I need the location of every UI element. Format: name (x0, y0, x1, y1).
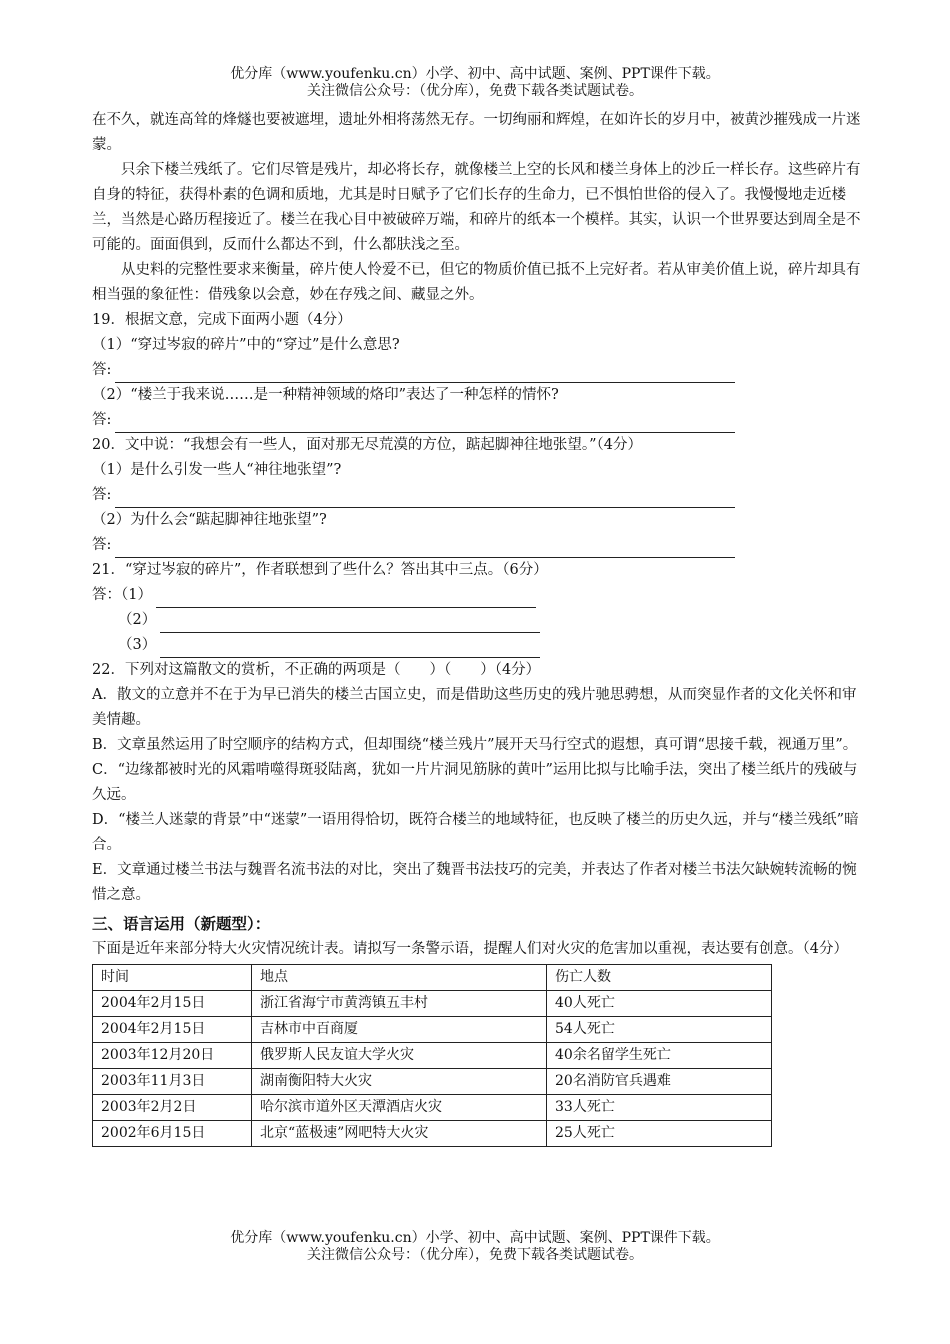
option-d: D．“楼兰人迷蒙的背景”中“迷蒙”一语用得恰切，既符合楼兰的地域特征，也反映了楼兰的历史久远，并与“楼兰残纸”暗合。 (92, 812, 859, 853)
section-3-title: 三、语言运用（新题型）： (92, 915, 271, 933)
answer-line[interactable] (115, 366, 735, 383)
answer-line[interactable] (160, 641, 540, 658)
table-cell: 浙江省海宁市黄湾镇五丰村 (252, 991, 547, 1017)
option-a: A．散文的立意并不在于为早已消失的楼兰古国立史，而是借助这些历史的残片驰思骋想，从而突显作者的文化关怀和审美情趣。 (92, 687, 857, 728)
table-row (93, 1121, 772, 1147)
table-cell: 湖南衡阳特大火灾 (252, 1069, 547, 1095)
page-header (0, 66, 950, 100)
answer-label: 答: (92, 537, 112, 553)
document-body (92, 108, 862, 1147)
answer-line[interactable] (160, 616, 540, 633)
table-cell: 2004年2月15日 (93, 1017, 252, 1043)
table-cell: 40人死亡 (547, 991, 772, 1017)
answer-label: 答：（1） (92, 587, 152, 603)
question-19-2: （2）“楼兰于我来说……是一种精神领域的烙印”表达了一种怎样的情怀? (92, 387, 559, 403)
passage-paragraph-3: 从史料的完整性要求来衡量，碎片使人怜爱不已，但它的物质价值已抵不上完好者。若从审美价值上说，碎片却具有相当强的象征性：借残象以会意，妙在存残之间、藏显之外。 (92, 262, 861, 303)
question-20-1: （1）是什么引发一些人“神往地张望”? (92, 462, 342, 478)
table-cell: 40余名留学生死亡 (547, 1043, 772, 1069)
table-cell: 北京“蓝极速”网吧特大火灾 (252, 1121, 547, 1147)
footer-line-2: 关注微信公众号：（优分库），免费下载各类试题试卷。 (307, 1247, 643, 1263)
passage-paragraph-2: 只余下楼兰残纸了。它们尽管是残片，却必将长存，就像楼兰上空的长风和楼兰身体上的沙丘一样长存。这些碎片有自身的特征，获得朴素的色调和质地，尤其是时日赋予了它们长存的生命力，已不惧怕世俗的侵入了。我慢慢地走近楼兰，当然是心路历程接近了。楼兰在我心目中被破碎万端，和碎片的纸本一个模样。其实，认识一个世界要达到周全是不可能的。面面俱到，反而什么都达不到，什么都肤浅之至。 (92, 162, 861, 253)
table-header-cell: 伤亡人数 (547, 965, 772, 991)
answer-label: （2） (118, 612, 157, 628)
question-19-1: （1）“穿过岑寂的碎片”中的“穿过”是什么意思? (92, 337, 400, 353)
table-cell: 33人死亡 (547, 1095, 772, 1121)
section-3-prompt: 下面是近年来部分特大火灾情况统计表。请拟写一条警示语，提醒人们对火灾的危害加以重视，表达要有创意。（4分） (92, 941, 848, 957)
answer-label: （3） (118, 637, 157, 653)
table-header-cell: 时间 (93, 965, 252, 991)
table-header-cell: 地点 (252, 965, 547, 991)
question-21: 21．“穿过岑寂的碎片”，作者联想到了些什么？答出其中三点。（6分） (92, 562, 548, 578)
footer-line-1: 优分库（www.youfenku.cn）小学、初中、高中试题、案例、PPT课件下载。 (230, 1230, 720, 1246)
option-c: C．“边缘都被时光的风霜啃噬得斑驳陆离，犹如一片片洞见筋脉的黄叶”运用比拟与比喻手法，突出了楼兰纸片的残破与久远。 (92, 762, 858, 803)
fire-statistics-table (92, 964, 772, 1147)
answer-21-3 (92, 633, 862, 658)
answer-21-2 (92, 608, 862, 633)
table-cell: 2003年2月2日 (93, 1095, 252, 1121)
table-cell: 俄罗斯人民友谊大学火灾 (252, 1043, 547, 1069)
table-cell: 54人死亡 (547, 1017, 772, 1043)
question-22: 22．下列对这篇散文的赏析，不正确的两项是（ ）（ ）（4分） (92, 662, 541, 678)
table-cell: 吉林市中百商厦 (252, 1017, 547, 1043)
answer-line[interactable] (115, 491, 735, 508)
passage-paragraph-1: 在不久，就连高耸的烽燧也要被遮埋，遗址外相将荡然无存。一切绚丽和辉煌，在如许长的岁月中，被黄沙摧残成一片迷蒙。 (92, 112, 861, 153)
table-row (93, 1017, 772, 1043)
answer-label: 答: (92, 487, 112, 503)
option-b: B．文章虽然运用了时空顺序的结构方式，但却围绕“楼兰残片”展开天马行空式的遐想，真可谓“思接千载，视通万里”。 (92, 737, 858, 753)
table-cell: 25人死亡 (547, 1121, 772, 1147)
table-row (93, 991, 772, 1017)
table-header-row (93, 965, 772, 991)
answer-20-1 (92, 483, 862, 508)
table-cell: 哈尔滨市道外区天潭酒店火灾 (252, 1095, 547, 1121)
option-e: E．文章通过楼兰书法与魏晋名流书法的对比，突出了魏晋书法技巧的完美，并表达了作者对楼兰书法欠缺婉转流畅的惋惜之意。 (92, 862, 857, 903)
answer-line[interactable] (115, 541, 735, 558)
question-20: 20．文中说：“我想会有一些人，面对那无尽荒漠的方位，踮起脚神往地张望。”（4分） (92, 437, 642, 453)
table-cell: 20名消防官兵遇难 (547, 1069, 772, 1095)
answer-19-2 (92, 408, 862, 433)
table-cell: 2003年12月20日 (93, 1043, 252, 1069)
answer-line[interactable] (156, 591, 536, 608)
header-line-2: 关注微信公众号：（优分库），免费下载各类试题试卷。 (307, 83, 643, 99)
question-19: 19．根据文意，完成下面两小题（4分） (92, 312, 352, 328)
table-row (93, 1069, 772, 1095)
answer-21-1 (92, 583, 862, 608)
answer-19-1 (92, 358, 862, 383)
table-cell: 2003年11月3日 (93, 1069, 252, 1095)
table-cell: 2004年2月15日 (93, 991, 252, 1017)
table-row (93, 1043, 772, 1069)
answer-line[interactable] (115, 416, 735, 433)
answer-label: 答: (92, 362, 112, 378)
table-row (93, 1095, 772, 1121)
answer-20-2 (92, 533, 862, 558)
answer-label: 答: (92, 412, 112, 428)
table-cell: 2002年6月15日 (93, 1121, 252, 1147)
page-footer (0, 1230, 950, 1264)
question-20-2: （2）为什么会“踮起脚神往地张望”? (92, 512, 327, 528)
header-line-1: 优分库（www.youfenku.cn）小学、初中、高中试题、案例、PPT课件下载。 (230, 66, 720, 82)
